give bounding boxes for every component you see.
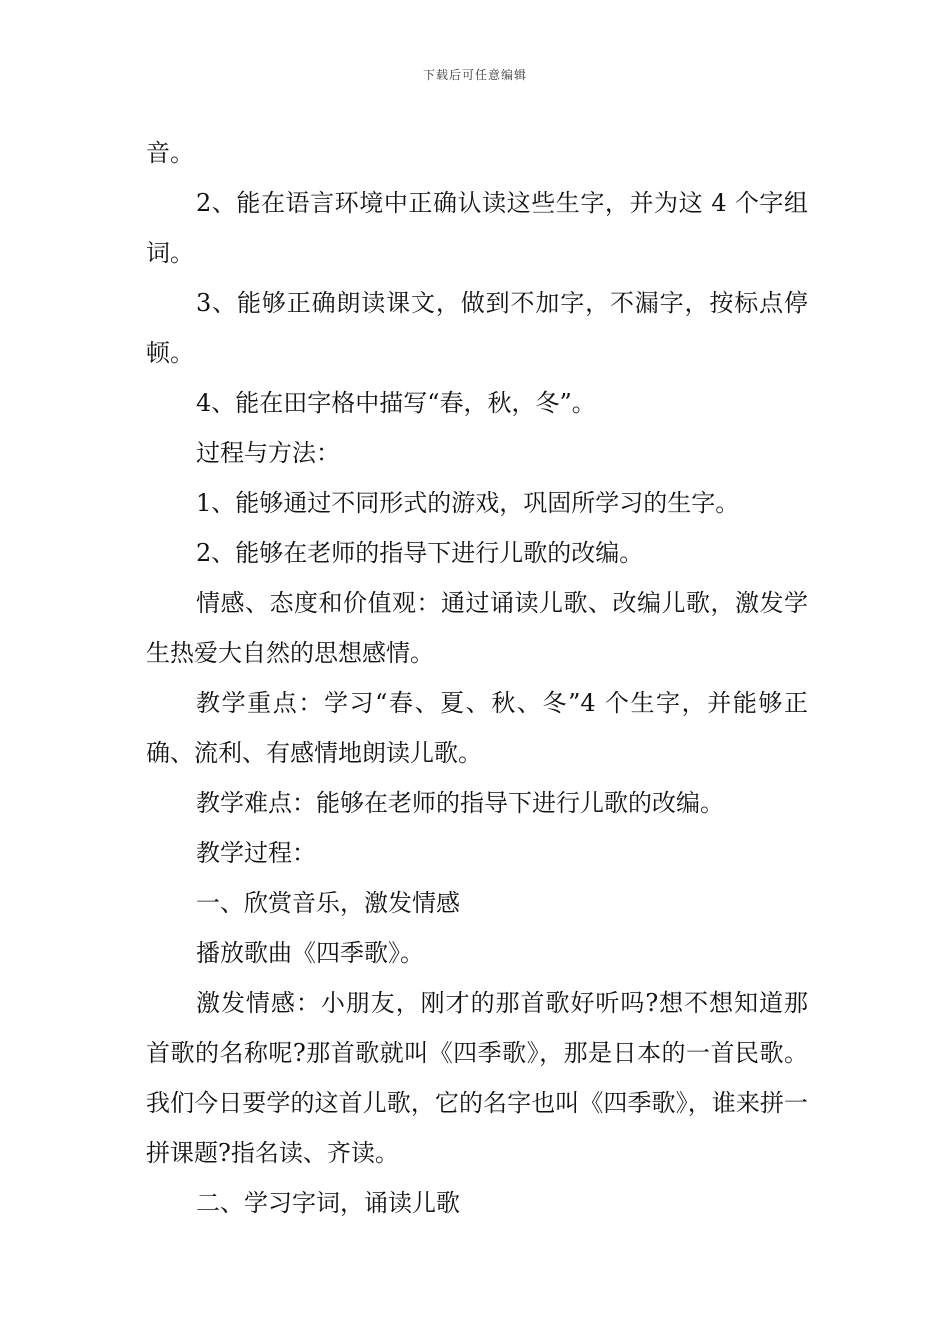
paragraph: 1、能够通过不同形式的游戏，巩固所学习的生字。 <box>196 489 740 517</box>
page-header: 下载后可任意编辑 <box>422 68 527 82</box>
paragraph: 教学重点：学习“春、夏、秋、冬”4 个生字，并能够正确、流利、有感情地朗读儿歌。 <box>146 689 808 767</box>
document-body <box>146 128 808 1228</box>
section-heading: 教学过程： <box>196 839 316 867</box>
paragraph: 2、能够在老师的指导下进行儿歌的改编。 <box>196 539 644 567</box>
paragraph: 2、能在语言环境中正确认读这些生字，并为这 4 个字组词。 <box>146 189 808 267</box>
paragraph: 3、能够正确朗读课文，做到不加字，不漏字，按标点停顿。 <box>146 289 808 367</box>
section-heading: 二、学习字词，诵读儿歌 <box>196 1189 460 1217</box>
paragraph: 情感、态度和价值观：通过诵读儿歌、改编儿歌，激发学生热爱大自然的思想感情。 <box>146 589 808 667</box>
paragraph: 播放歌曲《四季歌》。 <box>196 939 424 967</box>
paragraph: 音。 <box>146 139 194 167</box>
section-heading: 一、欣赏音乐，激发情感 <box>196 889 460 917</box>
paragraph: 教学难点：能够在老师的指导下进行儿歌的改编。 <box>196 789 724 817</box>
paragraph: 4、能在田字格中描写“春，秋，冬”。 <box>196 389 596 417</box>
section-heading: 过程与方法： <box>196 439 340 467</box>
paragraph: 激发情感：小朋友，刚才的那首歌好听吗?想不想知道那首歌的名称呢?那首歌就叫《四季歌》，那是日本的一首民歌。我们今日要学的这首儿歌，它的名字也叫《四季歌》，谁来拼一拼课题?指名读、齐读。 <box>146 989 808 1167</box>
